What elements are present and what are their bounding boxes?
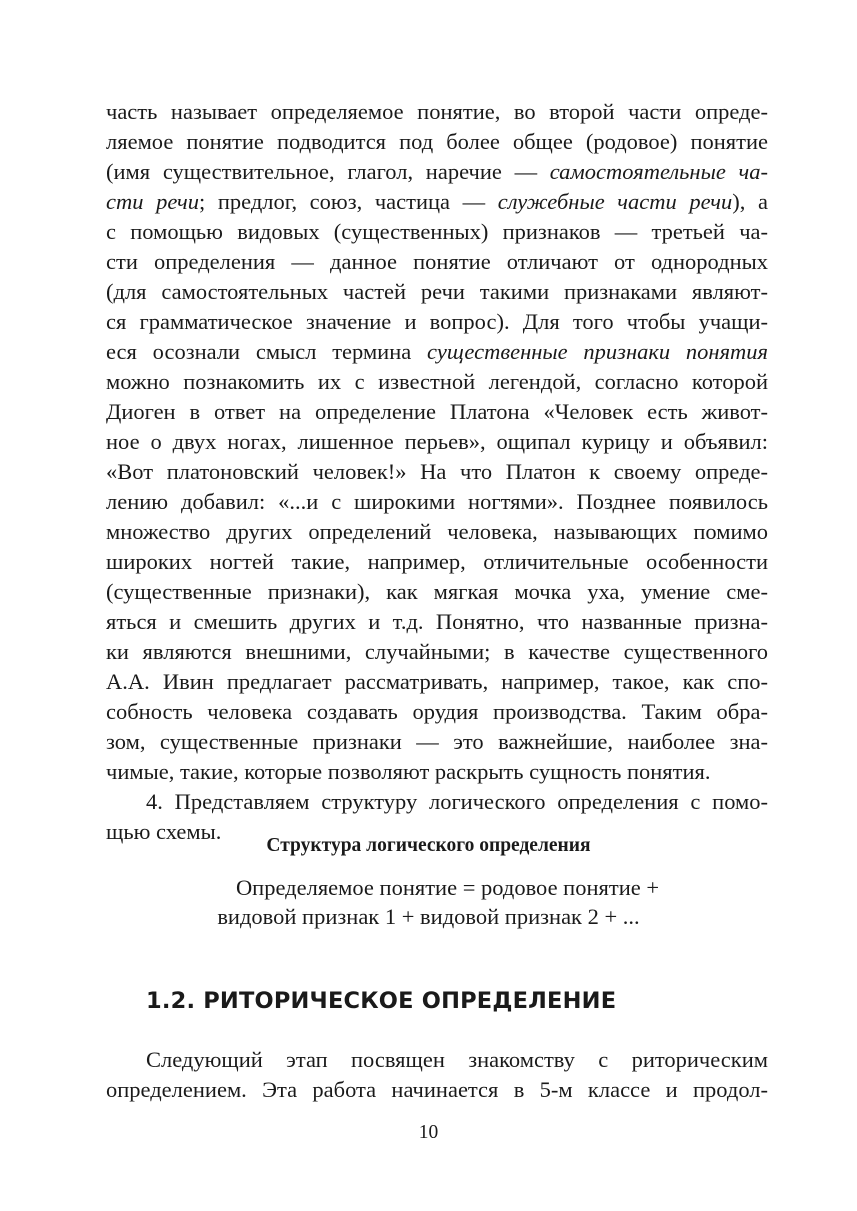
text-line: А.А. Ивин предлагает рассматривать, например, такое, как спо- [106,669,768,694]
text-line: лению добавил: «...и с широкими ногтями». Позднее появилось [106,489,768,514]
text-line: ное о двух ногах, лишенное перьев», ощипал курицу и объявил: [106,429,768,454]
text-line: зом, существенные признаки — это важнейшие, наиболее зна- [106,729,768,754]
text-line: (имя существительное, глагол, наречие — самостоятельные ча- [106,159,768,184]
text-line: сти речи; предлог, союз, частица — служебные части речи), а [106,189,768,214]
text-line: щью схемы. [106,819,222,844]
italic-term: сти речи [106,189,200,214]
text-line: 4. Представляем структуру логического определения с помо- [146,789,768,814]
text-line: сти определения — данное понятие отличают от однородных [106,249,768,274]
section-heading: 1.2. РИТОРИЧЕСКОЕ ОПРЕДЕЛЕНИЕ [146,988,617,1014]
text-line: еся осознали смысл термина существенные признаки понятия [106,339,769,364]
scheme-formula-line: видовой признак 1 + видовой признак 2 + ... [217,904,640,929]
text-line: Диоген в ответ на определение Платона «Человек есть живот- [106,399,768,424]
italic-term: самостоятельные ча- [549,159,768,184]
text-line: множество других определений человека, называющих помимо [106,519,768,544]
text-line: «Вот платоновский человек!» На что Платон к своему опреде- [106,459,768,484]
text-line: (существенные признаки), как мягкая мочка уха, умение сме- [106,579,768,604]
text-line: можно познакомить их с известной легендой, согласно которой [106,369,768,394]
scheme-caption: Структура логического определения [266,835,591,856]
text-line: с помощью видовых (существенных) признаков — третьей ча- [106,219,768,244]
text-line: собность человека создавать орудия производства. Таким обра- [106,699,768,724]
text-line: ляемое понятие подводится под более общее (родовое) понятие [106,129,768,154]
text-line: яться и смешить других и т.д. Понятно, что названные призна- [106,609,768,634]
italic-term: существенные признаки понятия [427,339,769,364]
text-line: часть называет определяемое понятие, во второй части опреде- [106,99,768,124]
text-line: ся грамматическое значение и вопрос). Для того чтобы учащи- [106,309,768,334]
text-line: (для самостоятельных частей речи такими признаками являют- [106,279,768,304]
text-line: определением. Эта работа начинается в 5-м классе и продол- [106,1077,768,1102]
italic-term: служебные части речи [497,189,733,214]
text-line: Следующий этап посвящен знакомству с риторическим [146,1047,768,1072]
page-number: 10 [418,1122,439,1143]
text-line: ки являются внешними, случайными; в качестве существенного [106,639,768,664]
text-line: чимые, такие, которые позволяют раскрыть сущность понятия. [106,759,711,784]
scheme-formula-line: Определяемое понятие = родовое понятие + [235,875,660,900]
text-line: широких ногтей такие, например, отличительные особенности [106,549,768,574]
